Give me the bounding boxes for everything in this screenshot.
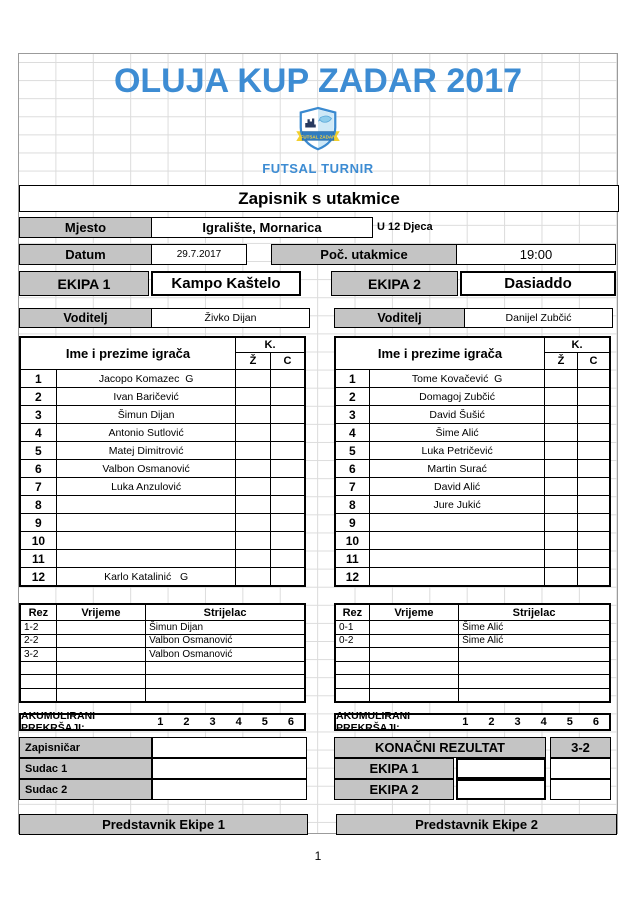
red-card-cell — [578, 514, 610, 532]
form-title: Zapisnik s utakmice — [19, 185, 619, 212]
yellow-card-cell — [545, 550, 578, 568]
voditelj1-value: Živko Dijan — [204, 312, 257, 324]
goal-scorer — [459, 689, 610, 703]
red-card-cell — [578, 406, 610, 424]
player-row — [20, 568, 305, 586]
goals2-vrijeme-header: Vrijeme — [370, 604, 459, 621]
roster2-yellow-header: Ž — [545, 353, 578, 370]
player-row — [20, 478, 305, 496]
datum-box — [19, 244, 247, 265]
goal-time — [57, 662, 146, 676]
roster1-name-header: Ime i prezime igrača — [20, 337, 236, 370]
goal-scorer — [459, 675, 610, 689]
player-number: 10 — [335, 532, 370, 550]
roster-table-team1 — [19, 336, 306, 587]
red-card-cell — [271, 370, 305, 388]
player-name: Tome Kovačević G — [370, 370, 546, 388]
goal-scorer — [146, 662, 305, 676]
player-row — [20, 442, 305, 460]
voditelj2-label: Voditelj — [335, 309, 465, 327]
final-result-row — [334, 737, 611, 758]
player-name — [370, 514, 546, 532]
player-row — [335, 442, 610, 460]
red-card-cell — [578, 478, 610, 496]
goals1-vrijeme-header: Vrijeme — [57, 604, 146, 621]
player-row — [335, 496, 610, 514]
goal-score: 3-2 — [20, 648, 57, 662]
goal-row — [335, 675, 610, 689]
datum-value: 29.7.2017 — [176, 249, 222, 260]
player-row — [20, 496, 305, 514]
final-result-value: 3-2 — [550, 737, 611, 758]
player-name: Matej Dimitrović — [57, 442, 237, 460]
goals1-strijelac-header: Strijelac — [146, 604, 305, 621]
red-card-cell — [271, 388, 305, 406]
goals-table-team1 — [19, 603, 306, 703]
sudac2-value-box — [152, 779, 307, 800]
player-number: 4 — [335, 424, 370, 442]
red-card-cell — [271, 514, 305, 532]
goal-score — [20, 689, 57, 703]
goal-scorer: Šimun Dijan — [146, 621, 305, 635]
start-time-label: Poč. utakmice — [272, 245, 457, 264]
goal-row — [335, 689, 610, 703]
result-ekipa1-extra-cell — [550, 758, 611, 779]
player-number: 5 — [20, 442, 57, 460]
player-row — [20, 550, 305, 568]
player-name: Martin Surać — [370, 460, 546, 478]
roster2-k-header: K. — [545, 337, 610, 353]
player-number: 5 — [335, 442, 370, 460]
yellow-card-cell — [236, 406, 271, 424]
goal-score: 2-2 — [20, 635, 57, 649]
red-card-cell — [271, 532, 305, 550]
goal-row — [20, 689, 305, 703]
player-number: 8 — [20, 496, 57, 514]
roster2-red-header: C — [578, 353, 610, 370]
player-number: 10 — [20, 532, 57, 550]
start-time-box — [271, 244, 616, 265]
foul-count-1: 1 — [157, 716, 164, 728]
red-card-cell — [271, 496, 305, 514]
player-number: 9 — [20, 514, 57, 532]
yellow-card-cell — [236, 532, 271, 550]
goal-time — [370, 662, 459, 676]
goal-time — [57, 689, 146, 703]
red-card-cell — [578, 388, 610, 406]
goal-time — [370, 635, 459, 649]
team2-name: Dasiaddo — [460, 271, 616, 296]
player-row — [20, 370, 305, 388]
player-name: Jure Jukić — [370, 496, 546, 514]
foul-count-6: 6 — [592, 716, 599, 728]
foul-count-5: 5 — [566, 716, 573, 728]
zapisnicar-value-box — [152, 737, 307, 758]
player-number: 11 — [20, 550, 57, 568]
start-time-value: 19:00 — [519, 247, 553, 262]
roster1-k-header: K. — [236, 337, 305, 353]
goal-score — [335, 662, 370, 676]
voditelj2-box — [334, 308, 613, 328]
datum-label: Datum — [20, 245, 152, 264]
yellow-card-cell — [545, 568, 578, 586]
goal-score: 0-1 — [335, 621, 370, 635]
goal-time — [57, 621, 146, 635]
sudac1-label: Sudac 1 — [19, 758, 152, 779]
yellow-card-cell — [545, 460, 578, 478]
red-card-cell — [578, 568, 610, 586]
player-row — [335, 514, 610, 532]
goal-time — [370, 689, 459, 703]
foul-count-3: 3 — [514, 716, 521, 728]
yellow-card-cell — [236, 442, 271, 460]
tournament-subtitle: FUTSAL TURNIR — [262, 161, 374, 176]
red-card-cell — [578, 460, 610, 478]
goal-scorer — [146, 689, 305, 703]
yellow-card-cell — [545, 424, 578, 442]
red-card-cell — [578, 532, 610, 550]
goal-score — [20, 675, 57, 689]
yellow-card-cell — [545, 442, 578, 460]
player-number: 6 — [335, 460, 370, 478]
player-number: 1 — [20, 370, 57, 388]
mjesto-value: Igralište, Mornarica — [202, 220, 322, 235]
yellow-card-cell — [545, 532, 578, 550]
foul-count-2: 2 — [183, 716, 190, 728]
sudac1-value-box — [152, 758, 307, 779]
yellow-card-cell — [236, 550, 271, 568]
goal-time — [57, 648, 146, 662]
goal-row — [20, 675, 305, 689]
player-name — [370, 532, 546, 550]
player-name — [57, 496, 237, 514]
red-card-cell — [578, 550, 610, 568]
player-name: Luka Anzulović — [57, 478, 237, 496]
category-label: U 12 Djeca — [377, 221, 433, 233]
player-row — [335, 388, 610, 406]
player-name: Antonio Sutlović — [57, 424, 237, 442]
yellow-card-cell — [236, 460, 271, 478]
yellow-card-cell — [545, 388, 578, 406]
fouls-band-team1 — [19, 710, 306, 734]
goal-score — [335, 689, 370, 703]
red-card-cell — [271, 550, 305, 568]
player-name: David Alić — [370, 478, 546, 496]
goal-time — [57, 675, 146, 689]
tournament-logo — [19, 106, 617, 154]
player-number: 2 — [335, 388, 370, 406]
result-ekipa2-extra-cell — [550, 779, 611, 800]
player-number: 1 — [335, 370, 370, 388]
foul-count-4: 4 — [235, 716, 242, 728]
player-name — [370, 568, 546, 586]
goal-time — [370, 621, 459, 635]
player-name: Domagoj Zubčić — [370, 388, 546, 406]
result-ekipa1-row — [334, 758, 611, 779]
yellow-card-cell — [545, 496, 578, 514]
goal-scorer — [459, 662, 610, 676]
player-row — [335, 370, 610, 388]
yellow-card-cell — [236, 424, 271, 442]
foul-count-4: 4 — [540, 716, 547, 728]
mjesto-row — [19, 217, 373, 238]
roster1-red-header: C — [271, 353, 305, 370]
goals-table-team2 — [334, 603, 611, 703]
foul-count-2: 2 — [488, 716, 495, 728]
player-name — [57, 550, 237, 568]
ekipa2-label: EKIPA 2 — [331, 271, 458, 296]
tournament-title: OLUJA KUP ZADAR 2017 — [113, 62, 523, 100]
goal-row — [20, 635, 305, 649]
goal-score: 1-2 — [20, 621, 57, 635]
red-card-cell — [578, 442, 610, 460]
result-ekipa2-label: EKIPA 2 — [334, 779, 454, 800]
red-card-cell — [578, 424, 610, 442]
team1-name: Kampo Kaštelo — [151, 271, 301, 296]
player-number: 12 — [335, 568, 370, 586]
goal-row — [335, 662, 610, 676]
yellow-card-cell — [236, 370, 271, 388]
ekipa1-label: EKIPA 1 — [19, 271, 149, 296]
player-number: 2 — [20, 388, 57, 406]
result-ekipa1-label: EKIPA 1 — [334, 758, 454, 779]
yellow-card-cell — [236, 388, 271, 406]
player-number: 7 — [335, 478, 370, 496]
goal-time — [57, 635, 146, 649]
yellow-card-cell — [236, 496, 271, 514]
page-number: 1 — [314, 849, 322, 863]
goals2-strijelac-header: Strijelac — [459, 604, 610, 621]
roster2-name-header: Ime i prezime igrača — [335, 337, 545, 370]
foul-count-5: 5 — [261, 716, 268, 728]
result-ekipa2-row — [334, 779, 611, 800]
logo-shield-icon — [294, 106, 342, 152]
goal-scorer: Šime Alić — [459, 621, 610, 635]
player-row — [20, 514, 305, 532]
predstavnik-ekipa2-bar: Predstavnik Ekipe 2 — [336, 814, 617, 835]
fouls-label: AKUMULIRANI PREKRŠAJI: — [21, 710, 96, 734]
voditelj1-box — [19, 308, 310, 328]
goal-time — [370, 675, 459, 689]
player-name: Karlo Katalinić G — [57, 568, 237, 586]
player-row — [335, 532, 610, 550]
yellow-card-cell — [236, 478, 271, 496]
player-number: 6 — [20, 460, 57, 478]
yellow-card-cell — [545, 478, 578, 496]
goal-scorer — [459, 648, 610, 662]
sudac2-row — [19, 779, 307, 800]
foul-count-6: 6 — [287, 716, 294, 728]
voditelj2-value: Danijel Zubčić — [505, 312, 572, 324]
goal-score — [335, 648, 370, 662]
goal-row — [335, 621, 610, 635]
red-card-cell — [271, 568, 305, 586]
player-number: 7 — [20, 478, 57, 496]
goal-scorer: Valbon Osmanović — [146, 648, 305, 662]
sudac1-row — [19, 758, 307, 779]
goal-scorer — [146, 675, 305, 689]
roster1-yellow-header: Ž — [236, 353, 271, 370]
player-number: 11 — [335, 550, 370, 568]
result-ekipa2-box — [456, 779, 546, 800]
goal-row — [335, 635, 610, 649]
goal-row — [20, 662, 305, 676]
goal-scorer: Valbon Osmanović — [146, 635, 305, 649]
zapisnicar-label: Zapisničar — [19, 737, 152, 758]
player-name: Ivan Baričević — [57, 388, 237, 406]
goal-score — [335, 675, 370, 689]
foul-count-3: 3 — [209, 716, 216, 728]
player-number: 3 — [20, 406, 57, 424]
player-number: 3 — [335, 406, 370, 424]
goal-score — [20, 662, 57, 676]
fouls-band-team2 — [334, 710, 611, 734]
player-name — [57, 514, 237, 532]
player-row — [335, 568, 610, 586]
red-card-cell — [271, 478, 305, 496]
player-row — [335, 478, 610, 496]
player-number: 12 — [20, 568, 57, 586]
red-card-cell — [271, 442, 305, 460]
player-row — [20, 424, 305, 442]
final-result-label: KONAČNI REZULTAT — [334, 737, 546, 758]
player-number: 4 — [20, 424, 57, 442]
mjesto-label: Mjesto — [20, 218, 152, 237]
logo-text: FUTSAL ZADAR — [300, 134, 336, 140]
red-card-cell — [578, 496, 610, 514]
goal-row — [20, 621, 305, 635]
yellow-card-cell — [236, 514, 271, 532]
form-frame — [18, 53, 618, 834]
player-name: Šimun Dijan — [57, 406, 237, 424]
player-name — [57, 532, 237, 550]
yellow-card-cell — [545, 370, 578, 388]
player-row — [20, 406, 305, 424]
yellow-card-cell — [236, 568, 271, 586]
player-name: Šime Alić — [370, 424, 546, 442]
player-row — [20, 388, 305, 406]
goals1-rez-header: Rez — [20, 604, 57, 621]
yellow-card-cell — [545, 406, 578, 424]
player-row — [335, 460, 610, 478]
player-number: 9 — [335, 514, 370, 532]
yellow-card-cell — [545, 514, 578, 532]
player-name: Valbon Osmanović — [57, 460, 237, 478]
zapisnicar-row — [19, 737, 307, 758]
goal-row — [335, 648, 610, 662]
player-name: David Šušić — [370, 406, 546, 424]
player-row — [20, 460, 305, 478]
red-card-cell — [578, 370, 610, 388]
roster-table-team2 — [334, 336, 611, 587]
result-ekipa1-box — [456, 758, 546, 779]
goal-time — [370, 648, 459, 662]
player-row — [20, 532, 305, 550]
player-row — [335, 424, 610, 442]
fouls-label: AKUMULIRANI PREKRŠAJI: — [336, 710, 411, 734]
goal-scorer: Šime Alić — [459, 635, 610, 649]
goal-row — [20, 648, 305, 662]
voditelj1-label: Voditelj — [20, 309, 152, 327]
player-name: Luka Petričević — [370, 442, 546, 460]
goal-score: 0-2 — [335, 635, 370, 649]
player-row — [335, 550, 610, 568]
player-name — [370, 550, 546, 568]
player-row — [335, 406, 610, 424]
foul-count-1: 1 — [462, 716, 469, 728]
predstavnik-ekipa1-bar: Predstavnik Ekipe 1 — [19, 814, 308, 835]
red-card-cell — [271, 424, 305, 442]
player-name: Jacopo Komazec G — [57, 370, 237, 388]
red-card-cell — [271, 460, 305, 478]
sudac2-label: Sudac 2 — [19, 779, 152, 800]
goals2-rez-header: Rez — [335, 604, 370, 621]
red-card-cell — [271, 406, 305, 424]
player-number: 8 — [335, 496, 370, 514]
